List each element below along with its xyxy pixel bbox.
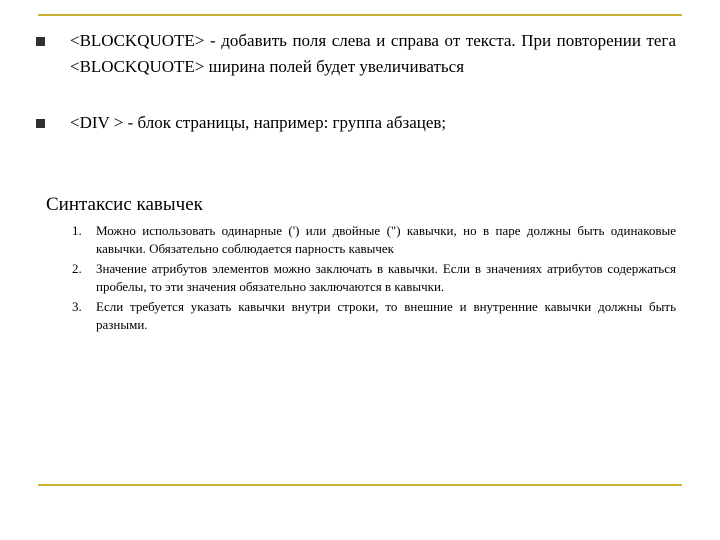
section-heading: Синтаксис кавычек bbox=[46, 194, 203, 215]
list-item-text: Значение атрибутов элементов можно заключать в кавычки. Если в значениях атрибутов содержаться пробелы, то эти значения обязательно заключаются в кавычки. bbox=[96, 261, 676, 294]
numbered-list bbox=[72, 222, 676, 334]
bottom-divider bbox=[38, 484, 682, 486]
list-number: 2. bbox=[72, 261, 82, 276]
list-item bbox=[72, 298, 676, 334]
list-item-text: Если требуется указать кавычки внутри строки, то внешние и внутренние кавычки должны быть разными. bbox=[96, 299, 676, 332]
bullet-item-blockquote bbox=[36, 28, 676, 80]
bullet-list bbox=[36, 28, 676, 136]
list-item bbox=[72, 260, 676, 296]
list-item bbox=[72, 222, 676, 258]
square-bullet-icon bbox=[36, 119, 45, 128]
bullet-text: <BLOCKQUOTE> - добавить поля слева и справа от текста. При повторении тега <BLOCKQUOTE> ширина полей будет увеличиваться bbox=[70, 31, 676, 76]
top-divider bbox=[38, 14, 682, 16]
list-number: 3. bbox=[72, 299, 82, 314]
list-number: 1. bbox=[72, 223, 82, 238]
square-bullet-icon bbox=[36, 37, 45, 46]
list-item-text: Можно использовать одинарные (') или двойные (") кавычки, но в паре должны быть одинаковые кавычки. Обязательно соблюдается парность кавычек bbox=[96, 223, 676, 256]
bullet-text: <DIV > - блок страницы, например: группа абзацев; bbox=[70, 113, 447, 132]
bullet-item-div bbox=[36, 110, 676, 136]
